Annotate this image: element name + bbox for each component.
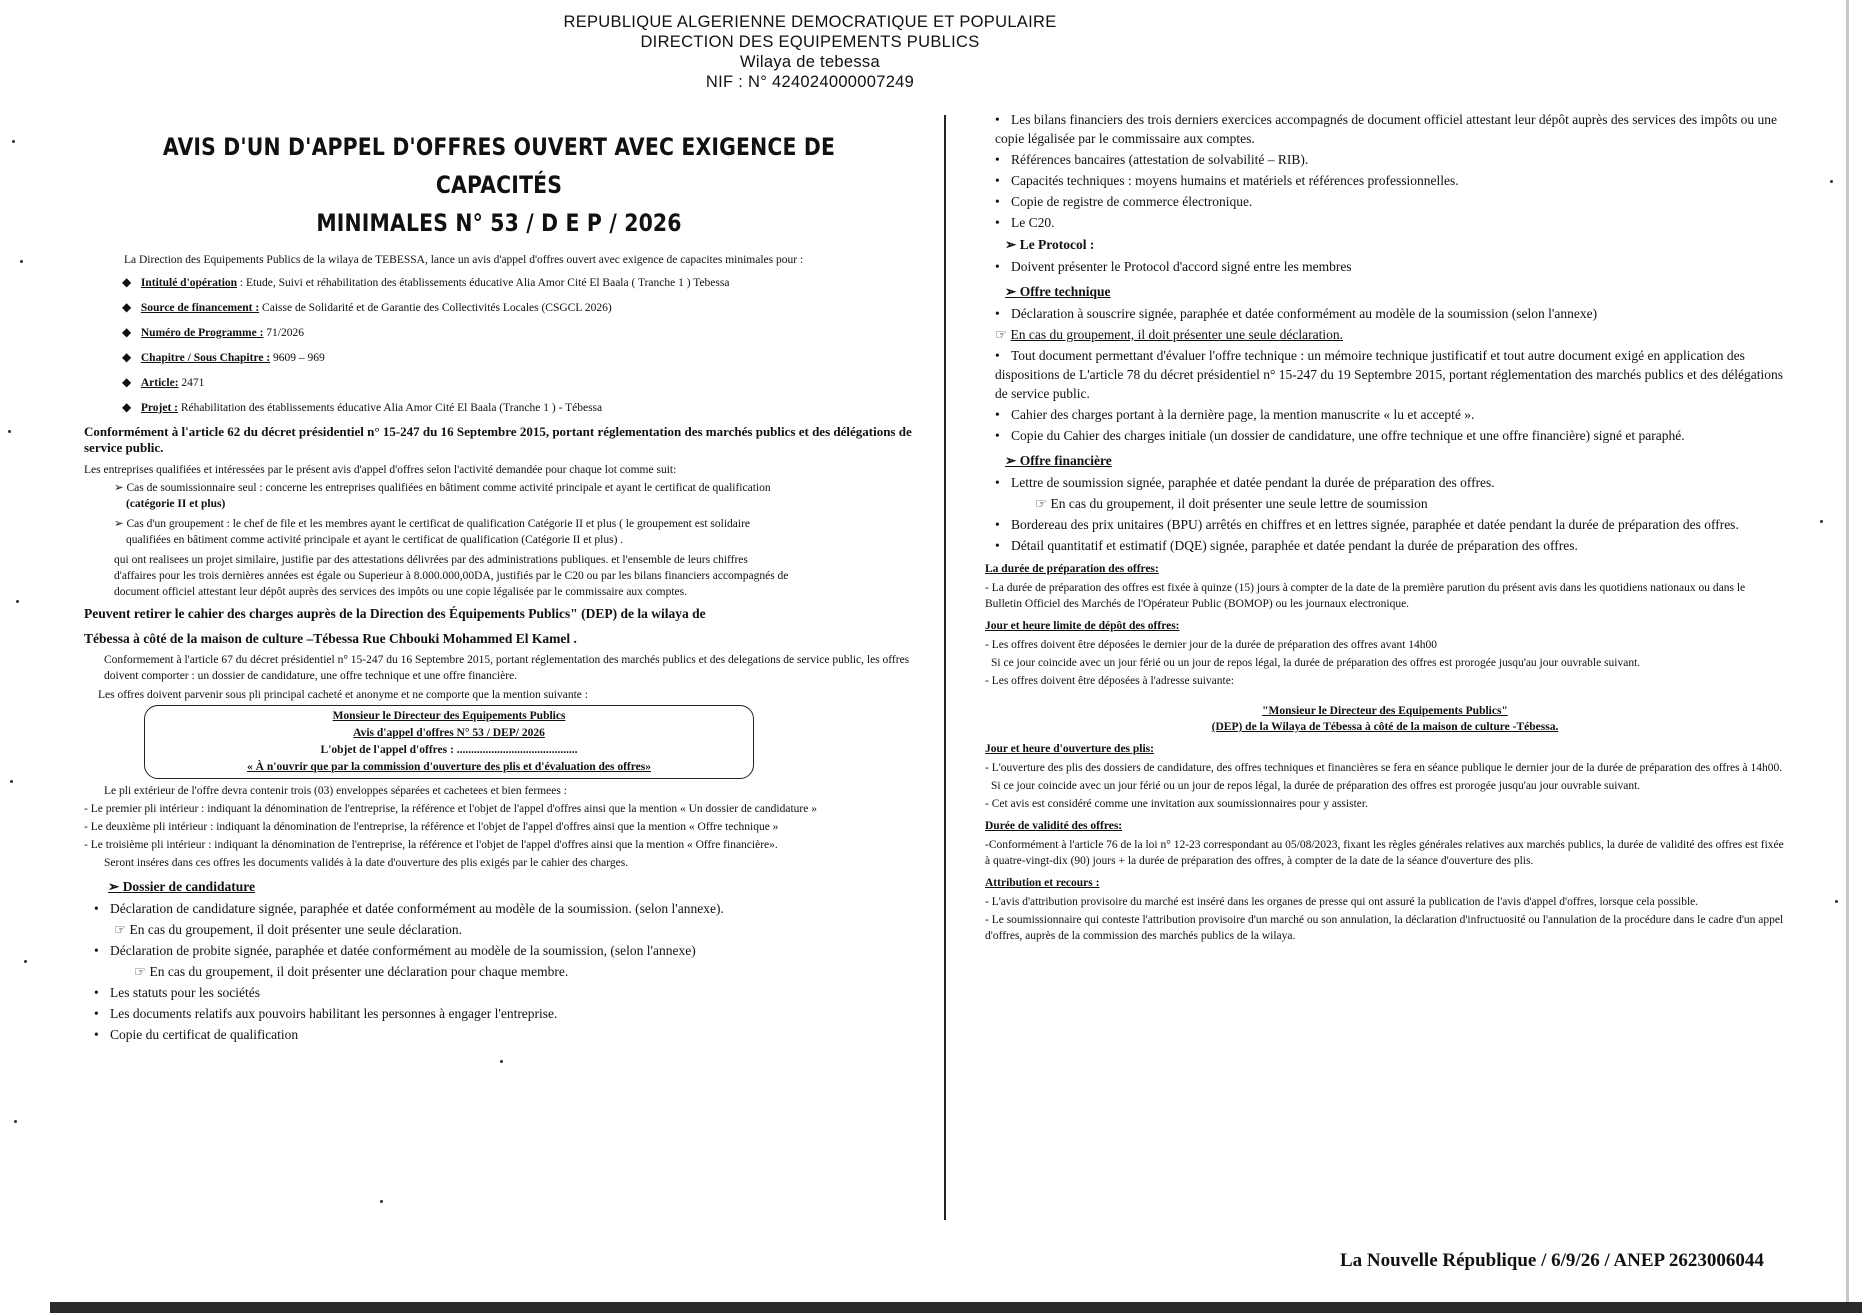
technique-item — [985, 325, 1785, 344]
technique-item — [985, 304, 1785, 323]
dossier-item — [84, 899, 934, 918]
scan-speck — [10, 780, 13, 783]
doc-item-text: Le C20. — [1011, 215, 1055, 230]
bullet-icon: • — [995, 194, 1000, 209]
bullet-icon: • — [995, 517, 1000, 532]
financiere-item-text: Bordereau des prix unitaires (BPU) arrêtés en chiffres et en lettres signée, paraphée et datée pendant la durée de préparation des offres. — [1011, 517, 1739, 532]
depot-text-3: - Les offres doivent être déposées à l'adresse suivante: — [985, 675, 1235, 687]
financiere-item — [985, 473, 1785, 492]
doc-item — [985, 192, 1785, 211]
newspaper-footer: La Nouvelle République / 6/9/26 / ANEP 2623006044 — [1340, 1250, 1764, 1271]
retirer-cahier-line-2: Tébessa à côté de la maison de culture –Tébessa Rue Chbouki Mohammed El Kamel . — [84, 631, 577, 646]
ouverture-text-3: - Cet avis est considéré comme une invitation aux soumissionnaires pour y assister. — [985, 798, 1368, 810]
adresse-line-2: (DEP) de la Wilaya de Tébessa à côté de la maison de culture -Tébessa. — [1211, 721, 1559, 733]
protocol-heading — [985, 235, 1785, 254]
diamond-bullet-icon: ◆ — [122, 300, 132, 314]
hand-pointer-icon: ☞ — [134, 964, 150, 979]
info-item-projet — [122, 398, 934, 418]
scan-speck — [500, 1060, 503, 1063]
doc-item-text: Copie de registre de commerce électronique. — [1011, 194, 1253, 209]
diamond-bullet-icon: ◆ — [122, 400, 132, 414]
depot-text-1: - Les offres doivent être déposées le dernier jour de la durée de préparation des offres avant 14h00 — [985, 639, 1438, 651]
dossier-item — [84, 983, 934, 1002]
dossier-item — [84, 920, 934, 939]
scan-speck — [8, 430, 11, 433]
bullet-icon: • — [995, 112, 1000, 127]
doc-item-text: Les bilans financiers des trois derniers exercices accompagnés de document officiel attestant leur dépôt auprès des services des impôts ou une copie légalisée par le commissaire aux comptes. — [995, 112, 1777, 146]
right-column — [985, 110, 1785, 946]
arrow-bullet-icon: ➢ — [1005, 284, 1020, 299]
info-item-financement — [122, 298, 934, 318]
technique-item-text: Copie du Cahier des charges initiale (un dossier de candidature, une offre technique et une offre financière) signé et paraphé. — [1011, 428, 1685, 443]
validite-text: -Conformément à l'article 76 de la loi n° 12-23 correspondant au 05/08/2023, fixant les règles générales relatives aux marchés publics, la durée de validité des offres est fixée à quatre-vingt-dix (90) jours + la durée de préparation des offres, à compter de la date de la séance d'ouverture des plis. — [985, 839, 1784, 867]
financiere-item-text: En cas du groupement, il doit présenter une seule lettre de soumission — [1050, 496, 1428, 511]
bullet-icon: • — [94, 1006, 99, 1021]
dossier-item — [84, 1025, 934, 1044]
financiere-item-text: Lettre de soumission signée, paraphée et datée pendant la durée de préparation des offres. — [1011, 475, 1495, 490]
header-direction: DIRECTION DES EQUIPEMENTS PUBLICS — [640, 33, 980, 51]
technique-item-text: Tout document permettant d'évaluer l'offre technique : un mémoire technique justificatif et tout autre document exigé en application des dispositions de L'article 78 du décret présidentiel n° 15-247 du 19 Septembre 2015, portant réglementation des marchés publics et des délégations de service public. — [995, 348, 1784, 401]
conformement-article-67: Conformement à l'article 67 du décret présidentiel n° 15-247 du 16 Septembre 2015, portant réglementation des marchés publics et des delegations de service public, les offres doivent comporter : un dossier de candidature, une offre technique et une offre financière. — [104, 654, 910, 682]
dossier-item — [84, 962, 934, 981]
seront-inseres: Seront inséres dans ces offres les documents validés à la date d'ouverture des plis exigés par le cahier des charges. — [104, 857, 629, 869]
cas-seul-categorie: (catégorie II et plus) — [126, 498, 226, 510]
envelope-mention-box — [144, 705, 754, 779]
title-line-2: MINIMALES N° 53 / D E P / 2026 — [316, 209, 682, 237]
frame-line-4: « À n'ouvrir que par la commission d'ouverture des plis et d'évaluation des offres» — [247, 761, 651, 773]
scan-speck — [20, 260, 23, 263]
doc-item — [985, 213, 1785, 232]
bullet-icon: • — [995, 407, 1000, 422]
technique-head-text: Offre technique — [1019, 284, 1111, 299]
dossier-head-text: Dossier de candidature — [122, 879, 255, 894]
hand-pointer-icon: ☞ — [1035, 496, 1051, 511]
frame-line-1: Monsieur le Directeur des Equipements Publics — [332, 710, 566, 722]
scan-edge — [1846, 0, 1849, 1313]
ouverture-text-1: - L'ouverture des plis des dossiers de candidature, des offres techniques et financières se fera en séance publique le dernier jour de la durée de préparation des offres à 14h00. — [985, 762, 1783, 774]
header-nif: NIF : N° 424024000007249 — [705, 73, 915, 91]
cas-soumissionnaire-seul — [84, 480, 934, 512]
arrow-bullet-icon: ➢ — [108, 879, 123, 894]
realises-line-1: qui ont realisees un projet similaire, justifie par des attestations délivrées par des administrations publiques. et l'ensemble de leurs chiffres — [114, 554, 748, 566]
scan-speck — [1820, 520, 1823, 523]
dossier-item-text: Les documents relatifs aux pouvoirs habilitant les personnes à engager l'entreprise. — [110, 1006, 558, 1021]
info-item-operation: ◆ Intitulé d'opération : Etude, Suivi et réhabilitation des établissements éducative Alia Amor Cité El Baala ( Tranche 1 ) Tebessa — [122, 273, 934, 293]
realises-line-3: document officiel attestant leur dépôt auprès des services des impôts ou une copie légalisée par le commissaire aux comptes. — [114, 586, 688, 598]
technique-item — [985, 426, 1785, 445]
dossier-item — [84, 941, 934, 960]
info-label: Source de financement : — [140, 302, 260, 314]
bullet-icon: • — [94, 985, 99, 1000]
conformement-article-62: Conformément à l'article 62 du décret présidentiel n° 15-247 du 16 Septembre 2015, portant réglementation des marchés publics et des délégations de service public. — [84, 424, 912, 455]
offre-financiere-heading — [985, 451, 1785, 470]
pli-exterieur: Le pli extérieur de l'offre devra contenir trois (03) enveloppes séparées et cachetees et bien fermees : — [104, 785, 567, 797]
dossier-item-text: En cas du groupement, il doit présenter une déclaration pour chaque membre. — [149, 964, 569, 979]
premier-pli: - Le premier pli intérieur : indiquant la dénomination de l'entreprise, la référence et l'objet de l'appel d'offres ainsi que la mention « Un dossier de candidature » — [84, 803, 817, 815]
bullet-icon: • — [995, 152, 1000, 167]
bullet-icon: • — [995, 259, 1000, 274]
arrow-bullet-icon: ➢ — [1005, 453, 1020, 468]
offre-technique-heading — [985, 282, 1785, 301]
deuxieme-pli: - Le deuxième pli intérieur : indiquant la dénomination de l'entreprise, la référence et l'objet de l'appel d'offres ainsi que la mention « Offre technique » — [84, 821, 779, 833]
realises-line-2: d'affaires pour les trois dernières années est égale ou Superieur à 8.000.000,00DA, justifiés par le C20 ou par les bilans financiers accompagnés de — [114, 570, 789, 582]
bullet-icon: • — [995, 538, 1000, 553]
adresse-line-1: "Monsieur le Directeur des Equipements Publics" — [1262, 705, 1508, 717]
bullet-icon: • — [94, 943, 99, 958]
duree-preparation-heading: La durée de préparation des offres: — [985, 563, 1159, 575]
scan-speck — [14, 1120, 17, 1123]
scan-speck — [380, 1200, 383, 1203]
info-item-programme — [122, 323, 934, 343]
bullet-icon: • — [94, 1027, 99, 1042]
scan-bottom-bar — [50, 1302, 1862, 1313]
depot-heading: Jour et heure limite de dépôt des offres: — [985, 620, 1180, 632]
financiere-head-text: Offre financière — [1019, 453, 1112, 468]
dossier-candidature-heading — [84, 877, 934, 896]
header-wilaya: Wilaya de tebessa — [740, 53, 880, 71]
dossier-item-text: Les statuts pour les sociétés — [110, 985, 260, 1000]
cas-groupement — [84, 516, 934, 548]
depot-text-2: Si ce jour coincide avec un jour férié ou un jour de repos légal, la durée de préparation des offres est prorogée jusqu'au jour ouvrable suivant. — [991, 657, 1641, 669]
duree-preparation-text: - La durée de préparation des offres est fixée à quinze (15) jours à compter de la date de la première parution du présent avis dans les quotidiens nationaux ou dans le Bulletin Officiel des Marchés de l'Opérateur Public (BOMOP) ou les journaux electronique. — [985, 582, 1746, 610]
cas-groupement-text: Cas d'un groupement : le chef de file et les membres ayant le certificat de qualification Catégorie II et plus ( le groupement est solidaire — [126, 518, 750, 530]
bullet-icon: • — [995, 348, 1000, 363]
bullet-icon: • — [995, 428, 1000, 443]
bullet-icon: • — [995, 173, 1000, 188]
bullet-icon: • — [94, 901, 99, 916]
financiere-item — [985, 494, 1785, 513]
technique-item-text: En cas du groupement, il doit présenter une seule déclaration. — [1010, 327, 1343, 342]
dossier-item — [84, 1004, 934, 1023]
info-value: Réhabilitation des établissements éducative Alia Amor Cité El Baala (Tranche 1 ) - Tébessa — [180, 402, 603, 414]
info-item-chapitre — [122, 348, 934, 368]
info-label: Article: — [140, 377, 179, 389]
doc-item — [985, 110, 1785, 148]
info-item-article — [122, 373, 934, 393]
pli-principal: Les offres doivent parvenir sous pli principal cacheté et anonyme et ne comporte que la mention suivante : — [98, 689, 588, 701]
protocol-item-text: Doivent présenter le Protocol d'accord signé entre les membres — [1011, 259, 1352, 274]
ouverture-heading: Jour et heure d'ouverture des plis: — [985, 743, 1154, 755]
troisieme-pli: - Le troisième pli intérieur : indiquant la dénomination de l'entreprise, la référence et l'objet de l'appel d'offres ainsi que la mention « Offre financière». — [84, 839, 778, 851]
attribution-text-1: - L'avis d'attribution provisoire du marché est inséré dans les organes de presse qui ont assuré la publication de l'avis d'appel d'offres, lorsque cela possible. — [985, 896, 1699, 908]
entreprises-paragraph: Les entreprises qualifiées et intéressées par le présent avis d'appel d'offres selon l'activité demandée pour chaque lot comme suit: — [84, 464, 677, 476]
scan-speck — [1830, 180, 1833, 183]
scan-speck — [16, 600, 19, 603]
info-value: Caisse de Solidarité et de Garantie des Collectivités Locales (CSGCL 2026) — [262, 302, 612, 314]
notice-title — [129, 128, 869, 242]
doc-item — [985, 150, 1785, 169]
doc-item — [985, 171, 1785, 190]
diamond-bullet-icon: ◆ — [122, 275, 132, 289]
financiere-item-text: Détail quantitatif et estimatif (DQE) signée, paraphée et datée pendant la durée de préparation des offres. — [1011, 538, 1578, 553]
dossier-item-text: Déclaration de probite signée, paraphée et datée conformément au modèle de la soumission, (selon l'annexe) — [110, 943, 696, 958]
scan-speck — [24, 960, 27, 963]
intro-paragraph: La Direction des Equipements Publics de la wilaya de TEBESSA, lance un avis d'appel d'offres ouvert avec exigence de capacites minimales pour : — [124, 254, 804, 266]
frame-line-3: L'objet de l'appel d'offres : .......................................... — [320, 744, 578, 756]
info-label: Intitulé d'opération — [140, 277, 238, 289]
scan-speck — [1835, 900, 1838, 903]
technique-item-text: Cahier des charges portant à la dernière page, la mention manuscrite « lu et accepté ». — [1011, 407, 1475, 422]
doc-item-text: Capacités techniques : moyens humains et matériels et références professionnelles. — [1011, 173, 1459, 188]
frame-line-2: Avis d'appel d'offres N° 53 / DEP/ 2026 — [353, 727, 545, 739]
financiere-item — [985, 515, 1785, 534]
attribution-heading: Attribution et recours : — [985, 877, 1100, 889]
info-label: Projet : — [140, 402, 179, 414]
info-value: 2471 — [181, 377, 205, 389]
info-value: Etude, Suivi et réhabilitation des établissements éducative Alia Amor Cité El Baala ( Tranche 1 ) Tebessa — [246, 277, 730, 289]
technique-item — [985, 405, 1785, 424]
realisations-paragraph — [84, 552, 934, 600]
left-column — [84, 120, 934, 1046]
diamond-bullet-icon: ◆ — [122, 350, 132, 364]
arrow-bullet-icon: ➢ — [1005, 237, 1020, 252]
info-value: 9609 – 969 — [273, 352, 325, 364]
retirer-cahier-line-1: Peuvent retirer le cahier des charges auprès de la Direction des Équipements Publics" (DEP) de la wilaya de — [84, 606, 706, 621]
header-republic: REPUBLIQUE ALGERIENNE DEMOCRATIQUE ET POPULAIRE — [563, 13, 1057, 31]
cas-seul-text: Cas de soumissionnaire seul : concerne les entreprises qualifiées en bâtiment comme activité principale et ayant le certificat de qualification — [126, 482, 771, 494]
info-value: 71/2026 — [266, 327, 304, 339]
protocol-head-text: Le Protocol : — [1019, 237, 1095, 252]
title-line-1: AVIS D'UN D'APPEL D'OFFRES OUVERT AVEC EXIGENCE DE CAPACITÉS — [162, 133, 836, 199]
document-header — [560, 12, 1060, 92]
bullet-icon: • — [995, 215, 1000, 230]
hand-pointer-icon: ☞ — [995, 327, 1011, 342]
arrow-bullet-icon: ➢ — [114, 482, 127, 494]
column-divider — [944, 115, 946, 1220]
dossier-item-text: Copie du certificat de qualification — [110, 1027, 299, 1042]
info-label: Chapitre / Sous Chapitre : — [140, 352, 271, 364]
diamond-bullet-icon: ◆ — [122, 375, 132, 389]
technique-item — [985, 346, 1785, 403]
doc-item-text: Références bancaires (attestation de solvabilité – RIB). — [1011, 152, 1309, 167]
cas-groupement-qualif: qualifiées en bâtiment comme activité principale et ayant le certificat de qualification (Catégorie II et plus) . — [126, 534, 624, 546]
dossier-item-text: En cas du groupement, il doit présenter une seule déclaration. — [129, 922, 462, 937]
bullet-icon: • — [995, 475, 1000, 490]
hand-pointer-icon: ☞ — [114, 922, 130, 937]
financiere-item — [985, 536, 1785, 555]
ouverture-text-2: Si ce jour coincide avec un jour férié ou un jour de repos légal, la durée de préparation des offres est prorogée jusqu'au jour ouvrable suivant. — [991, 780, 1641, 792]
technique-item-text: Déclaration à souscrire signée, paraphée et datée conformément au modèle de la soumission (selon l'annexe) — [1011, 306, 1598, 321]
validite-heading: Durée de validité des offres: — [985, 820, 1123, 832]
attribution-text-2: - Le soumissionnaire qui conteste l'attribution provisoire d'un marché ou son annulation, la déclaration d'infructuosité ou l'annulation de la procédure dans le cadre d'un appel d'offres, auprès de la commission des marchés publics de la wilaya. — [985, 914, 1784, 942]
info-label: Numéro de Programme : — [140, 327, 264, 339]
arrow-bullet-icon: ➢ — [114, 518, 127, 530]
diamond-bullet-icon: ◆ — [122, 325, 132, 339]
scan-speck — [12, 140, 15, 143]
dossier-item-text: Déclaration de candidature signée, paraphée et datée conformément au modèle de la soumission. (selon l'annexe). — [110, 901, 724, 916]
bullet-icon: • — [995, 306, 1000, 321]
protocol-item — [985, 257, 1785, 276]
